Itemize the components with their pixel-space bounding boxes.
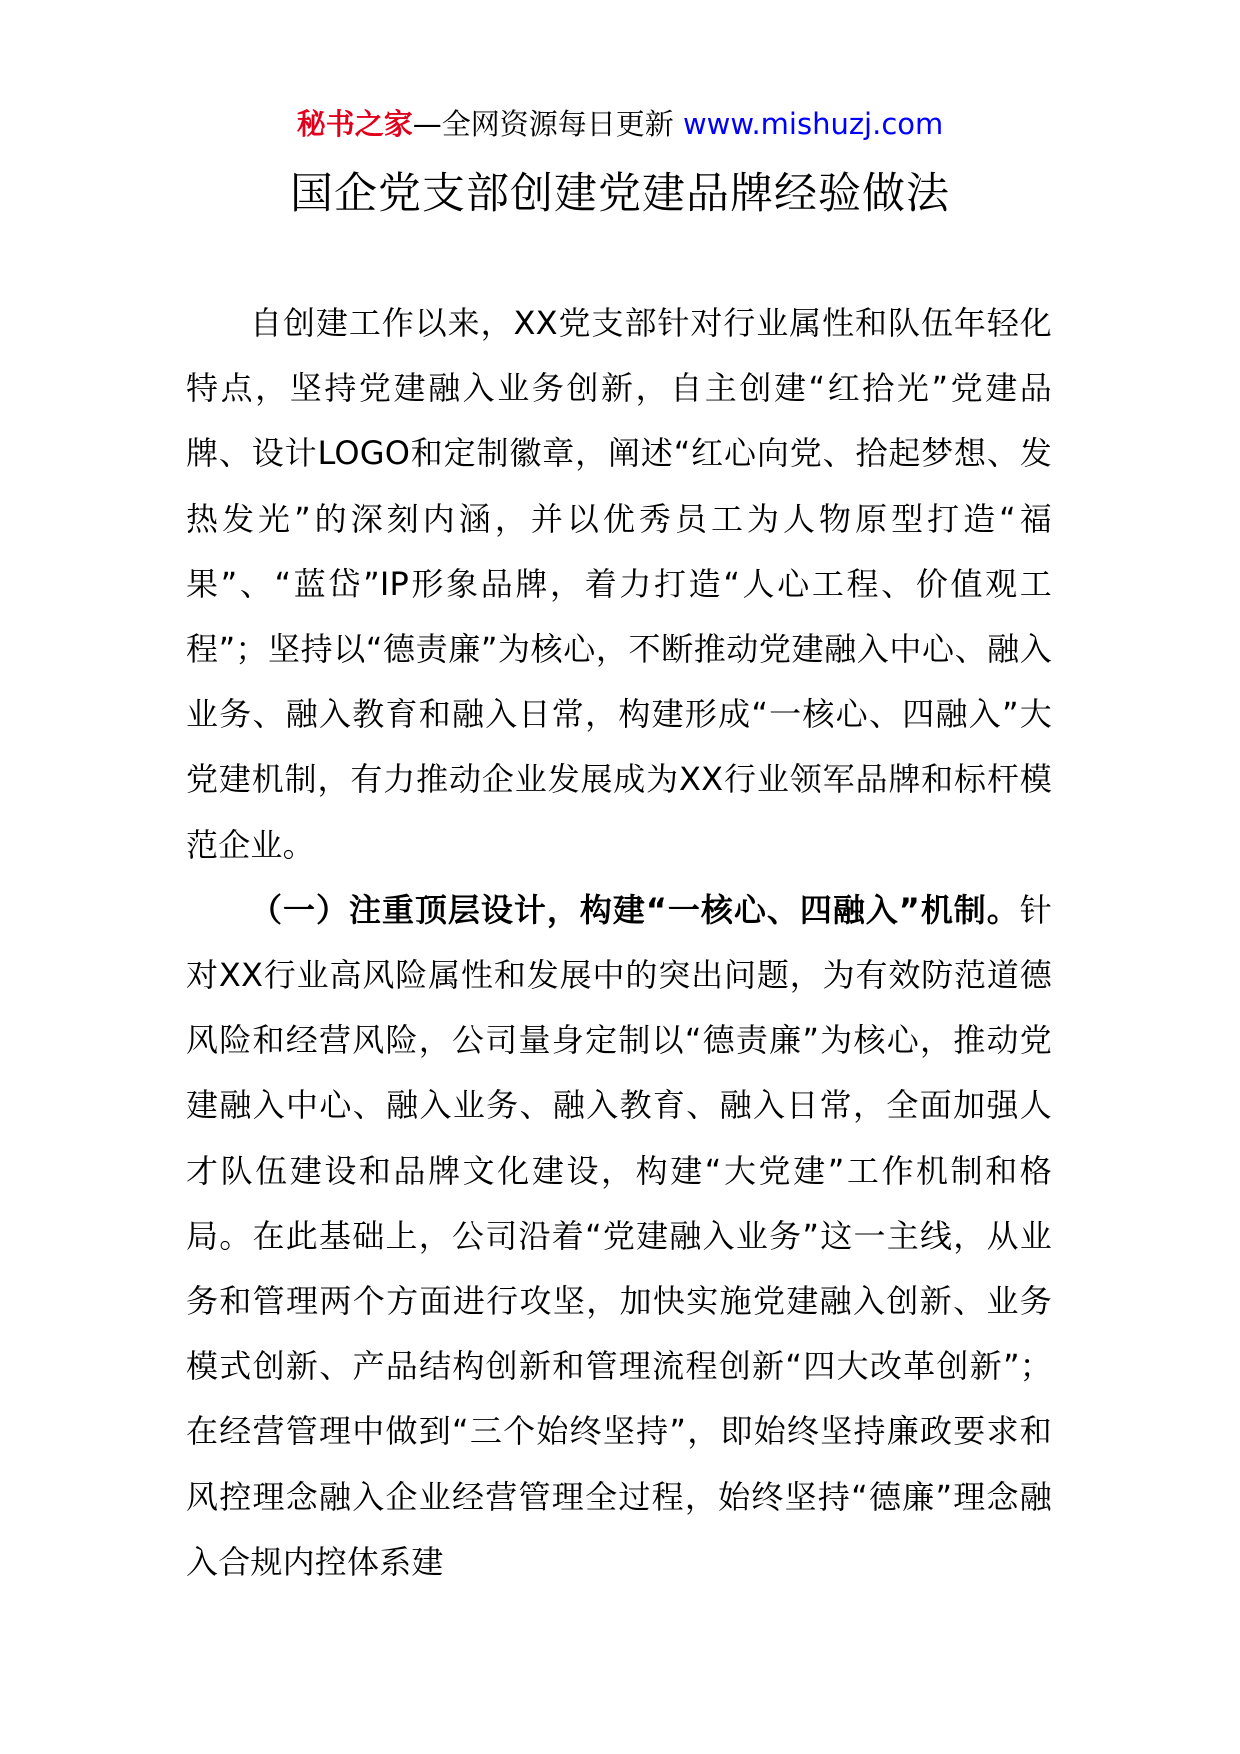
document-title: 国企党支部创建党建品牌经验做法 [290, 169, 950, 219]
section-1-heading: （一）注重顶层设计，构建“一核心、四融入”机制。 [250, 890, 1020, 929]
document-body [186, 291, 1052, 1595]
paragraph-section-1-text: 针对XX行业高风险属性和发展中的突出问题，为有效防范道德风险和经营风险，公司量身定制以“德责廉”为核心，推动党建融入中心、融入业务、融入教育、融入日常，全面加强人才队伍建设和品牌文化建设，构建“大党建”工作机制和格局。在此基础上，公司沿着“党建融入业务”这一主线，从业务和管理两个方面进行攻坚，加快实施党建融入创新、业务模式创新、产品结构创新和管理流程创新“四大改革创新”；在经营管理中做到“三个始终坚持”，即始终坚持廉政要求和风控理念融入企业经营管理全过程，始终坚持“德廉”理念融入合规内控体系建 [186, 890, 1052, 1581]
paragraph-intro-text: 自创建工作以来，XX党支部针对行业属性和队伍年轻化特点，坚持党建融入业务创新，自主创建“红拾光”党建品牌、设计LOGO和定制徽章，阐述“红心向党、拾起梦想、发热发光”的深刻内涵，并以优秀员工为人物原型打造“福果”、“蓝岱”IP形象品牌，着力打造“人心工程、价值观工程”；坚持以“德责廉”为核心，不断推动党建融入中心、融入业务、融入教育和融入日常，构建形成“一核心、四融入”大党建机制，有力推动企业发展成为XX行业领军品牌和标杆模范企业。 [186, 304, 1052, 864]
site-url-link[interactable]: www.mishuzj.com [682, 107, 944, 141]
paragraph-section-1 [186, 878, 1052, 1595]
site-brand: 秘书之家 [296, 107, 413, 141]
site-tagline: —全网资源每日更新 [412, 107, 683, 141]
paragraph-intro [186, 291, 1052, 878]
site-header [0, 104, 1240, 144]
